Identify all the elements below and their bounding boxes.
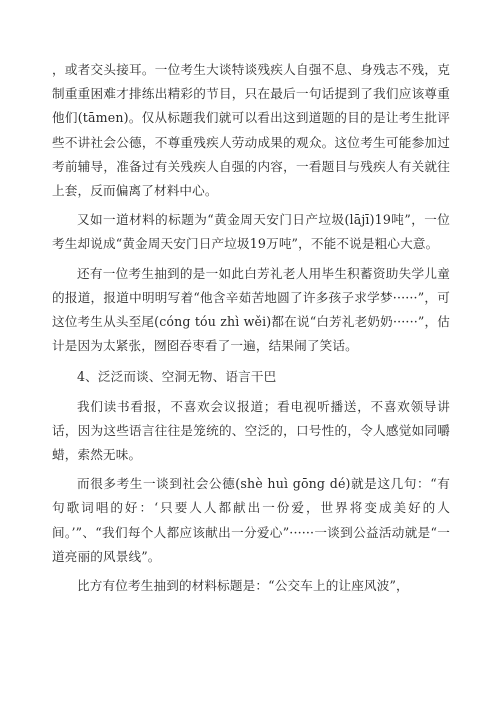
paragraph-reading-habits: 我们读书看报，不喜欢会议报道；看电视听播送，不喜欢领导讲话，因为这些语言往往是笼统的、空泛的，口号性的，令人感觉如同嚼蜡，索然无味。 [52,398,450,463]
paragraph-garbage-example: 又如一道材料的标题为“黄金周天安门日产垃圾(lājī)19吨”，一位考生却说成“黄金周天安门日产垃圾19万吨”，不能不说是粗心大意。 [52,212,450,252]
paragraph-continuation: ，或者交头接耳。一位考生大谈特谈残疾人自强不息、身残志不残，克制重重困难才排练出精彩的节目，只在最后一句话提到了我们应该尊重他们(tāmen)。仅从标题我们就可以看出这到道题的目的是让考生批评些不讲社会公德，不尊重残疾人劳动成果的观众。这位考生可能参加过考前辅导，准备过有关残疾人自强的内容，一看题目与残疾人有关就往上套，反而偏离了材料中心。 [52,62,450,199]
section-heading: 4、泛泛而谈、空洞无物、语言干巴 [77,369,277,385]
paragraph-bus-example: 比方有位考生抽到的材料标题是：“公交车上的让座风波”， [77,578,409,594]
paragraph-bai-fangli-example: 还有一位考生抽到的是一如此白芳礼老人用毕生积蓄资助失学儿童的报道，报道中明明写着“他含辛茹苦地圆了许多孩子求学梦······”，可这位考生从头至尾(cóng tóu zhì wěi)都在说“白芳礼老奶奶······”，估计是因为太紧张，囫囵吞枣看了一遍，结果闹了笑话。 [52,265,450,354]
paragraph-social-morality: 而很多考生一谈到社会公德(shè huì gōng dé)就是这几句：“有句歌词唱的好：‘只要人人都献出一份爱，世界将变成美好的人间。’”、“我们每个人都应该献出一分爱心”······一谈到公益活动就是“一道亮丽的风景线”。 [52,476,450,564]
